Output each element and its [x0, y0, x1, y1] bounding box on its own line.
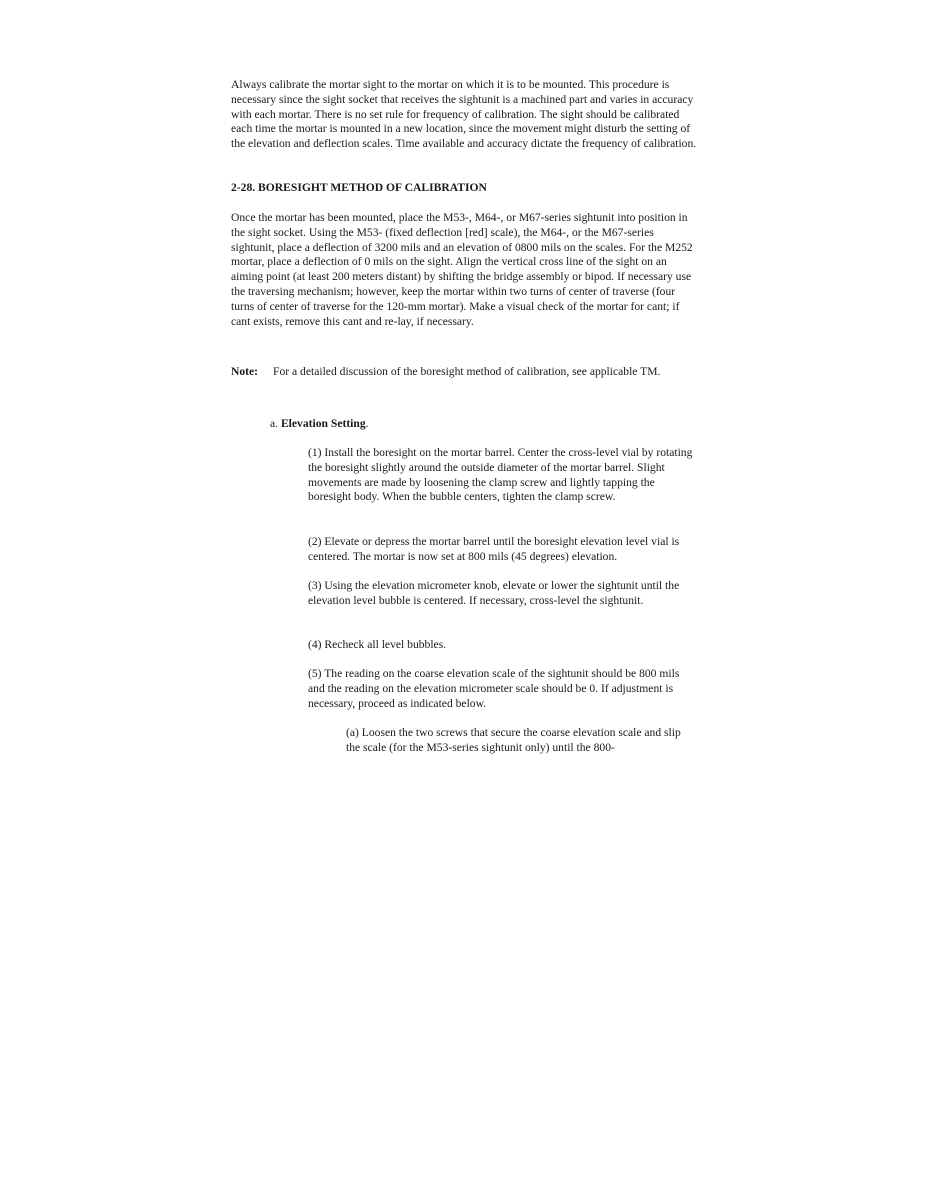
step-3: (3) Using the elevation micrometer knob, elevate or lower the sightunit until the elevation level bubble is centered. If necessary, cross-level the sightunit.: [308, 579, 680, 607]
note-text: For a detailed discussion of the boresight method of calibration, see applicable TM.: [273, 365, 661, 378]
note-label: Note:: [231, 365, 259, 378]
step-4: (4) Recheck all level bubbles.: [308, 638, 447, 651]
intro-paragraph: Always calibrate the mortar sight to the mortar on which it is to be mounted. This procedure is necessary since the sight socket that receives the sightunit is a machined part and varies in accuracy with each mortar. There is no set rule for frequency of calibration. The sight should be calibrated each time the mortar is mounted in a new location, since the movement might disturb the setting of the elevation and deflection scales. Time available and accuracy dictate the frequency of calibration.: [231, 78, 697, 151]
step-5: (5) The reading on the coarse elevation scale of the sightunit should be 800 mils and the reading on the elevation micrometer scale should be 0. If adjustment is necessary, proceed as indicated below.: [308, 667, 680, 710]
subsection-title-suffix: .: [365, 417, 369, 430]
step-1: (1) Install the boresight on the mortar barrel. Center the cross-level vial by rotating the boresight slightly around the outside diameter of the mortar barrel. Slight movements are made by loosening the clamp screw and lightly tapping the boresight body. When the bubble centers, tighten the clamp screw.: [308, 446, 693, 504]
subsection-prefix: a.: [270, 417, 279, 430]
step-2: (2) Elevate or depress the mortar barrel until the boresight elevation level vial is centered. The mortar is now set at 800 mils (45 degrees) elevation.: [308, 535, 680, 563]
subsection-title: Elevation Setting: [280, 417, 366, 430]
subsection-elevation-setting: [270, 417, 690, 432]
substep-a: (a) Loosen the two screws that secure the coarse elevation scale and slip the scale (for the M53-series sightunit only) until the 800-: [346, 726, 681, 754]
section-heading: 2-28. BORESIGHT METHOD OF CALIBRATION: [231, 181, 487, 194]
section-paragraph: Once the mortar has been mounted, place the M53-, M64-, or M67-series sightunit into position in the sight socket. Using the M53- (fixed deflection [red] scale), the M64-, or the M67-series sightunit, place a deflection of 3200 mils and an elevation of 0800 mils on the scales. For the M252 mortar, place a deflection of 0 mils on the sight. Align the vertical cross line of the sight on an aiming point (at least 200 meters distant) by shifting the bridge assembly or bipod. If necessary use the traversing mechanism; however, keep the mortar within two turns of center of traverse (four turns of center of traverse for the 120-mm mortar). Make a visual check of the mortar for cant; if cant exists, remove this cant and re-lay, if necessary.: [231, 211, 693, 328]
